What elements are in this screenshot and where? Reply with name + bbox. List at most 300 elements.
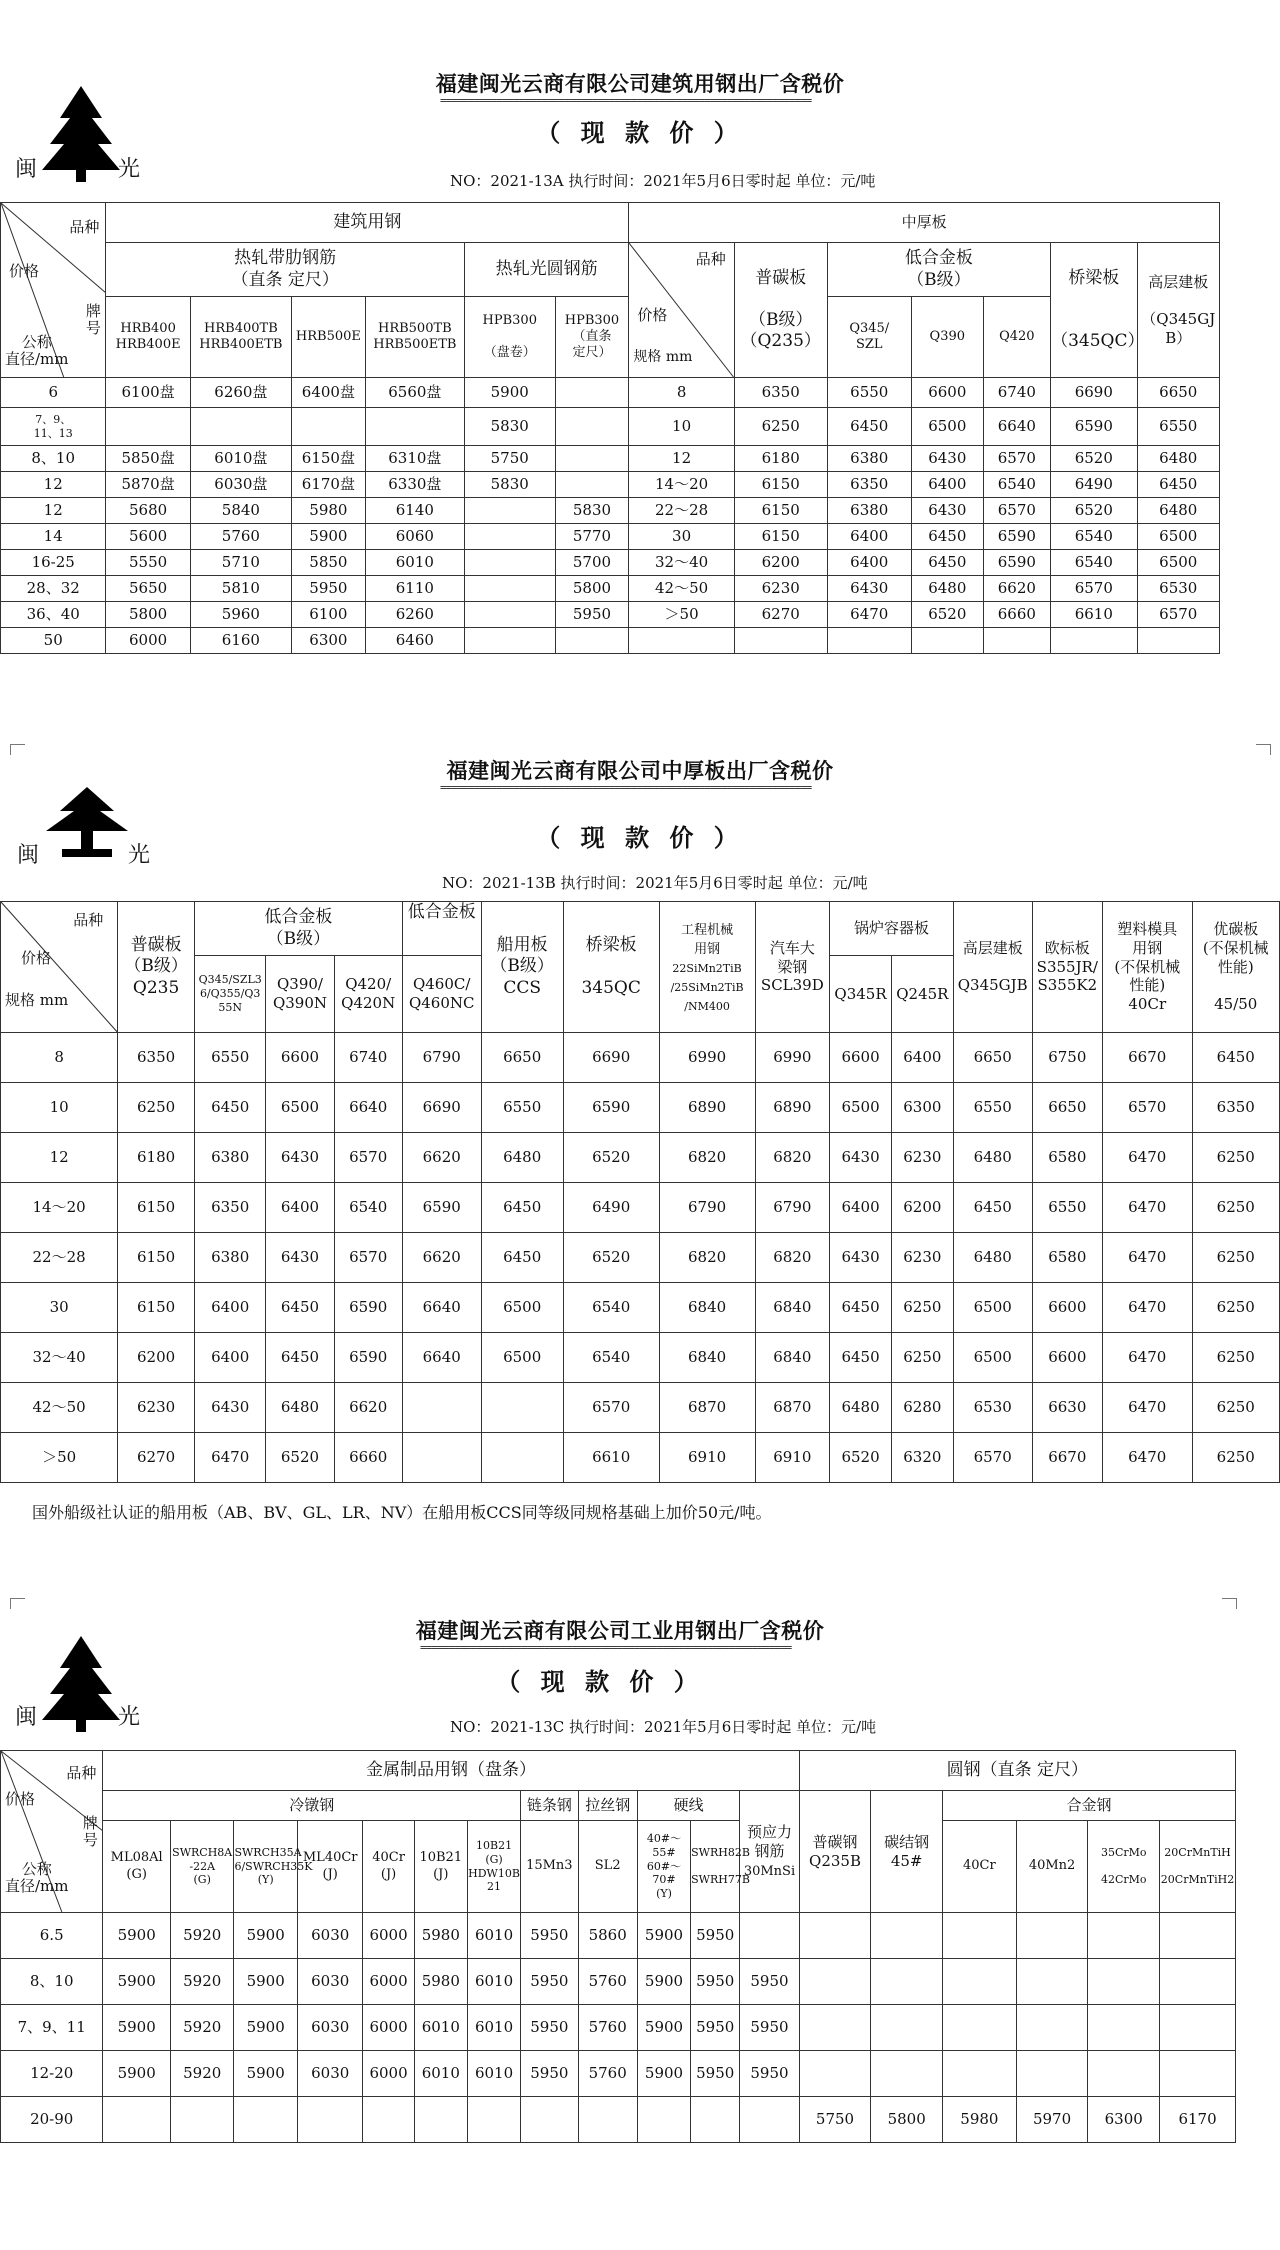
table-cell: 5810 — [190, 576, 291, 602]
table-cell: 6660 — [983, 602, 1050, 628]
table-cell: 6450 — [911, 550, 983, 576]
table-cell — [871, 1913, 943, 1959]
table-cell: 6250 — [891, 1333, 953, 1383]
table-row — [1, 1383, 1280, 1433]
logo-text-right: 光 — [118, 1705, 141, 1730]
table-cell — [637, 2097, 690, 2143]
table-cell: 6270 — [118, 1433, 195, 1483]
table-cell — [402, 1383, 481, 1433]
table-cell: 6350 — [1192, 1083, 1280, 1133]
crop-mark — [1222, 1598, 1237, 1609]
table-cell: 6470 — [194, 1433, 265, 1483]
table-cell: 6540 — [1051, 550, 1137, 576]
header-alloy-steel: 合金钢 — [943, 1791, 1236, 1821]
table-cell: 8 — [629, 378, 734, 408]
table-row — [1, 1183, 1280, 1233]
table-cell: 6100盘 — [106, 378, 190, 408]
table-cell: 6500 — [481, 1283, 563, 1333]
table-cell: 6400 — [830, 1183, 892, 1233]
table-cell: 6250 — [1192, 1233, 1280, 1283]
table-cell: 6470 — [1102, 1283, 1192, 1333]
table3-corner-header: 品种 价格 牌号 公称 直径/mm — [1, 1751, 103, 1913]
table-cell: 6740 — [334, 1033, 402, 1083]
table-cell: 6630 — [1032, 1383, 1102, 1433]
table-cell: 6500 — [1137, 550, 1219, 576]
table-cell: 6010盘 — [190, 446, 291, 472]
table-cell: 5950 — [691, 1913, 740, 1959]
table-cell: 5950 — [292, 576, 366, 602]
table-cell — [1160, 1959, 1236, 2005]
table-cell: 6400 — [194, 1333, 265, 1383]
table-row — [1, 628, 1220, 654]
table-cell: 6450 — [1137, 472, 1219, 498]
table-cell: 6480 — [481, 1133, 563, 1183]
ship-plate-note: 国外船级社认证的船用板（AB、BV、GL、LR、NV）在船用板CCS同等级同规格基础上加价50元/吨。 — [32, 1503, 772, 1522]
table-cell: 6530 — [953, 1383, 1032, 1433]
table-cell: 6260盘 — [190, 378, 291, 408]
table-cell — [691, 2097, 740, 2143]
table-cell — [555, 628, 629, 654]
table-cell: 6550 — [1137, 408, 1219, 446]
section2-no-line: NO：2021-13B 执行时间：2021年5月6日零时起 单位：元/吨 — [442, 874, 868, 892]
table-cell: 5950 — [521, 2005, 578, 2051]
table-cell: 5800 — [106, 602, 190, 628]
table-cell: 5900 — [464, 378, 555, 408]
table-cell: 36、40 — [1, 602, 106, 628]
table-cell: 6010 — [414, 2005, 467, 2051]
table-cell: 6000 — [363, 1959, 414, 2005]
section1-title: 福建闽光云商有限公司建筑用钢出厂含税价 — [435, 72, 845, 96]
table-cell: 6150 — [118, 1183, 195, 1233]
table-row — [1, 408, 1220, 446]
table-cell: 7、9、11 — [1, 2005, 103, 2051]
col-q235b: 普碳钢 Q235B — [799, 1791, 871, 1913]
table-row — [1, 1433, 1280, 1483]
table-cell: 6250 — [1192, 1383, 1280, 1433]
table-cell: 6590 — [402, 1183, 481, 1233]
table-cell: 5680 — [106, 498, 190, 524]
logo-text-left: 闽 — [15, 1705, 38, 1730]
table-cell: 6260 — [365, 602, 464, 628]
table-cell: 6490 — [563, 1183, 659, 1233]
table-cell: 6590 — [563, 1083, 659, 1133]
table-cell: 6180 — [118, 1133, 195, 1183]
table-cell: 6790 — [755, 1183, 830, 1233]
table-cell: 6590 — [983, 550, 1050, 576]
table-cell: 12 — [1, 472, 106, 498]
table-cell: 5760 — [578, 2005, 637, 2051]
table-cell: 6450 — [266, 1283, 334, 1333]
col-hrb400: HRB400 HRB400E — [106, 297, 190, 378]
table-cell: 6820 — [659, 1233, 755, 1283]
table-cell: 6300 — [891, 1083, 953, 1133]
table-cell: 6010 — [365, 550, 464, 576]
table-row — [1, 498, 1220, 524]
table-cell: 20-90 — [1, 2097, 103, 2143]
table-cell: 6010 — [467, 2051, 520, 2097]
table-cell: 6430 — [911, 498, 983, 524]
table-cell: 6650 — [481, 1033, 563, 1083]
table-cell: 6600 — [266, 1033, 334, 1083]
tree-logo-icon — [40, 82, 122, 182]
table-cell: 6790 — [402, 1033, 481, 1083]
table-cell: 6610 — [563, 1433, 659, 1483]
table-cell: 6500 — [911, 408, 983, 446]
col-40cr-j: 40Cr (J) — [363, 1821, 414, 1913]
table-cell: 5750 — [464, 446, 555, 472]
table-cell: 6570 — [983, 446, 1050, 472]
table-cell: 6670 — [1102, 1033, 1192, 1083]
table-cell: 5850盘 — [106, 446, 190, 472]
table-cell: 6840 — [755, 1333, 830, 1383]
table-cell: 12 — [1, 498, 106, 524]
table-cell: 6620 — [334, 1383, 402, 1433]
table-cell: 6520 — [563, 1133, 659, 1183]
table-row — [1, 1033, 1280, 1083]
header-wire-drawing: 拉丝钢 — [578, 1791, 637, 1821]
table-cell — [464, 602, 555, 628]
table-cell: 6230 — [734, 576, 827, 602]
table-cell: 6470 — [1102, 1133, 1192, 1183]
col-swrch8a: SWRCH8A -22A (G) — [170, 1821, 233, 1913]
table-cell: 6300 — [1088, 2097, 1160, 2143]
tree-logo-icon — [44, 785, 130, 859]
table-cell: 5860 — [578, 1913, 637, 1959]
table-cell: 6200 — [891, 1183, 953, 1233]
table-cell: 5950 — [521, 2051, 578, 2097]
table-cell: 5980 — [943, 2097, 1017, 2143]
table-cell: 6750 — [1032, 1033, 1102, 1083]
table-cell — [365, 408, 464, 446]
table-cell: 6250 — [1192, 1283, 1280, 1333]
table-cell: 6480 — [911, 576, 983, 602]
header-plain-carbon: 普碳板 （B级） Q235 — [118, 902, 195, 1033]
table-cell: 6430 — [830, 1133, 892, 1183]
table-cell: 5960 — [190, 602, 291, 628]
table-cell: 5900 — [103, 1913, 171, 1959]
table-cell: 5950 — [740, 1959, 799, 2005]
table-cell: 6430 — [911, 446, 983, 472]
table-cell: 30 — [1, 1283, 118, 1333]
col-ml08al: ML08Al (G) — [103, 1821, 171, 1913]
table-cell: 6250 — [1192, 1333, 1280, 1383]
table-cell: 50 — [1, 628, 106, 654]
table-cell: 6350 — [827, 472, 911, 498]
col-15mn3: 15Mn3 — [521, 1821, 578, 1913]
table-cell — [629, 628, 734, 654]
table-cell — [1160, 2051, 1236, 2097]
col-hpb300-straight: HPB300 （直条 定尺） — [555, 297, 629, 378]
table-cell — [555, 446, 629, 472]
table-row — [1, 1233, 1280, 1283]
table-cell: 6200 — [118, 1333, 195, 1383]
table-cell — [871, 2051, 943, 2097]
table-cell — [1016, 1913, 1088, 1959]
table-cell: 5950 — [740, 2005, 799, 2051]
table-cell: 6640 — [402, 1333, 481, 1383]
section3-title: 福建闽光云商有限公司工业用钢出厂含税价 — [415, 1619, 825, 1643]
header-plain-carbon: 普碳板 （B级） （Q235） — [734, 243, 827, 378]
table-cell: 6480 — [1137, 498, 1219, 524]
table-cell — [1051, 628, 1137, 654]
col-hrb500e: HRB500E — [292, 297, 366, 378]
table-cell: 6570 — [563, 1383, 659, 1433]
table-cell: 6670 — [1032, 1433, 1102, 1483]
header-medium-plate: 中厚板 — [629, 203, 1220, 243]
crop-mark — [10, 1598, 25, 1609]
header-low-alloy: 低合金板 （B级） — [194, 902, 402, 956]
table-cell — [799, 1959, 871, 2005]
table-cell: 16-25 — [1, 550, 106, 576]
table-cell: 5850 — [292, 550, 366, 576]
table-cell: 5760 — [578, 2051, 637, 2097]
table-cell: 6790 — [659, 1183, 755, 1233]
table-cell: 6450 — [830, 1283, 892, 1333]
table-cell: 14～20 — [629, 472, 734, 498]
table-cell: 6030 — [297, 2005, 363, 2051]
table-cell — [578, 2097, 637, 2143]
table-cell: 6500 — [953, 1333, 1032, 1383]
table-cell: 5900 — [103, 1959, 171, 2005]
header-bridge-plate: 桥梁板 345QC — [563, 902, 659, 1033]
header-eu-standard: 欧标板 S355JR/ S355K2 — [1032, 902, 1102, 1033]
table-cell: 6620 — [402, 1133, 481, 1183]
table-cell: 5900 — [234, 2005, 297, 2051]
table-cell: 6400 — [266, 1183, 334, 1233]
section3-subtitle: （ 现 款 价 ） — [496, 1667, 704, 1696]
table-cell: 6640 — [402, 1283, 481, 1333]
table-cell: 6400 — [827, 524, 911, 550]
table-cell — [943, 2051, 1017, 2097]
table-cell — [402, 1433, 481, 1483]
tree-logo-icon — [40, 1632, 122, 1732]
table2-corner-header: 品种 价格 规格 mm — [1, 902, 118, 1033]
table-cell — [1088, 1913, 1160, 1959]
header-hard-wire: 硬线 — [637, 1791, 739, 1821]
col-40-55: 40#～55# 60#～70# (Y) — [637, 1821, 690, 1913]
table-cell: 14 — [1, 524, 106, 550]
table-cell: 5870盘 — [106, 472, 190, 498]
table-cell: 6570 — [983, 498, 1050, 524]
table-cell: 6140 — [365, 498, 464, 524]
table-cell — [467, 2097, 520, 2143]
table-cell: 6150 — [734, 472, 827, 498]
header-auto-beam: 汽车大 梁钢 SCL39D — [755, 902, 830, 1033]
table-cell: 6500 — [1137, 524, 1219, 550]
table-cell: 10 — [629, 408, 734, 446]
table-cell: 6520 — [1051, 498, 1137, 524]
table-cell — [555, 472, 629, 498]
table-cell: 6470 — [1102, 1233, 1192, 1283]
table-cell — [943, 1913, 1017, 1959]
table-cell: 6150盘 — [292, 446, 366, 472]
table-cell: 6590 — [983, 524, 1050, 550]
table-cell: 6380 — [194, 1233, 265, 1283]
header-hrb: 热轧带肋钢筋 （直条 定尺） — [106, 243, 464, 297]
table-cell: 6620 — [402, 1233, 481, 1283]
table-cell — [983, 628, 1050, 654]
table-cell: 5900 — [234, 2051, 297, 2097]
table-row — [1, 1133, 1280, 1183]
table-cell: 6230 — [891, 1233, 953, 1283]
table-cell — [555, 408, 629, 446]
table-cell: 6480 — [266, 1383, 334, 1433]
table-row — [1, 550, 1220, 576]
table-cell — [464, 550, 555, 576]
table-cell — [414, 2097, 467, 2143]
header-quality-carbon: 优碳板 (不保机械 性能) 45/50 — [1192, 902, 1280, 1033]
table-cell: 6690 — [563, 1033, 659, 1083]
table-cell: 6450 — [830, 1333, 892, 1383]
section3-no-line: NO：2021-13C 执行时间：2021年5月6日零时起 单位：元/吨 — [450, 1718, 877, 1736]
logo-text-right: 光 — [118, 157, 141, 182]
table-cell: 6570 — [1102, 1083, 1192, 1133]
table-cell: 6.5 — [1, 1913, 103, 1959]
table-cell: 6250 — [118, 1083, 195, 1133]
header-low-alloy: 低合金板 （B级） — [827, 243, 1051, 297]
table-cell — [740, 1913, 799, 1959]
table-row — [1, 576, 1220, 602]
table-cell: 6250 — [1192, 1133, 1280, 1183]
table-cell: 6480 — [953, 1233, 1032, 1283]
table-cell — [464, 576, 555, 602]
table-cell: 6400盘 — [292, 378, 366, 408]
header-round-steel: 圆钢（直条 定尺） — [799, 1751, 1235, 1791]
table-cell: 6010 — [467, 2005, 520, 2051]
table-cell: 6270 — [734, 602, 827, 628]
table-cell: 5920 — [170, 2051, 233, 2097]
table-cell: 5900 — [637, 1913, 690, 1959]
table-cell: 6840 — [659, 1333, 755, 1383]
table-cell: 6610 — [1051, 602, 1137, 628]
header-highrise-plate: 高层建板 （Q345GJ B） — [1137, 243, 1219, 378]
table-cell: 5980 — [292, 498, 366, 524]
table-cell: 5760 — [578, 1959, 637, 2005]
table-cell — [911, 628, 983, 654]
table-row — [1, 1283, 1280, 1333]
table-cell: 6030 — [297, 2051, 363, 2097]
table-cell: 6690 — [402, 1083, 481, 1133]
table-cell: 5950 — [691, 2005, 740, 2051]
col-q245r: Q245R — [891, 956, 953, 1033]
col-swrh82b: SWRH82B SWRH77B — [691, 1821, 740, 1913]
table-cell: 6300 — [292, 628, 366, 654]
table-cell — [103, 2097, 171, 2143]
col-q345-szl: Q345/SZL3 6/Q355/Q3 55N — [194, 956, 265, 1033]
table-row — [1, 602, 1220, 628]
header-prestress: 预应力 钢筋 30MnSi — [740, 1791, 799, 1913]
col-hrb500tb: HRB500TB HRB500ETB — [365, 297, 464, 378]
table-cell — [481, 1383, 563, 1433]
table-cell: 6 — [1, 378, 106, 408]
table-row — [1, 1959, 1236, 2005]
table-cell — [1016, 1959, 1088, 2005]
table-cell: 6570 — [1137, 602, 1219, 628]
table-cell: 6180 — [734, 446, 827, 472]
col-q460: Q460C/ Q460NC — [402, 956, 481, 1033]
table-cell: 6580 — [1032, 1133, 1102, 1183]
section2-subtitle: （ 现 款 价 ） — [536, 823, 744, 852]
table1-plate-corner: 品种 价格 规格 mm — [629, 243, 734, 378]
industrial-steel-price-table — [0, 1750, 1236, 2143]
table-cell: 6470 — [1102, 1333, 1192, 1383]
table-cell: 6570 — [953, 1433, 1032, 1483]
table-cell: 6380 — [194, 1133, 265, 1183]
table-cell: 6550 — [953, 1083, 1032, 1133]
table-cell: 6520 — [911, 602, 983, 628]
table-cell: 6470 — [1102, 1433, 1192, 1483]
table-cell — [1016, 2005, 1088, 2051]
table-cell: 6000 — [363, 2051, 414, 2097]
table-cell: 5920 — [170, 2005, 233, 2051]
table-cell: 5980 — [414, 1913, 467, 1959]
table-cell: 5550 — [106, 550, 190, 576]
table-cell: 6590 — [334, 1333, 402, 1383]
table-cell: 6590 — [334, 1283, 402, 1333]
table-cell: 5950 — [555, 602, 629, 628]
table-cell — [943, 2005, 1017, 2051]
table-cell: 6150 — [118, 1233, 195, 1283]
table-cell — [190, 408, 291, 446]
table-row — [1, 2005, 1236, 2051]
table-cell: 6560盘 — [365, 378, 464, 408]
table-row — [1, 1913, 1236, 1959]
header-hpb: 热轧光圆钢筋 — [464, 243, 628, 297]
table-cell — [481, 1433, 563, 1483]
table-cell: 12-20 — [1, 2051, 103, 2097]
table-cell: 6480 — [953, 1133, 1032, 1183]
table-cell: 6740 — [983, 378, 1050, 408]
table-cell: 12 — [1, 1133, 118, 1183]
table-cell: 6460 — [365, 628, 464, 654]
table-cell: 6650 — [1032, 1083, 1102, 1133]
table-row — [1, 524, 1220, 550]
table-cell — [170, 2097, 233, 2143]
crop-mark — [1256, 744, 1271, 755]
medium-plate-price-table — [0, 901, 1280, 1483]
table-row — [1, 378, 1220, 408]
table-cell: 5900 — [234, 1959, 297, 2005]
table-cell: 7、9、 11、13 — [1, 408, 106, 446]
table-cell — [464, 628, 555, 654]
table-cell: 6230 — [891, 1133, 953, 1183]
table-cell: 6550 — [194, 1033, 265, 1083]
table-cell: 6280 — [891, 1383, 953, 1433]
table-cell: 6820 — [755, 1133, 830, 1183]
table-cell — [464, 524, 555, 550]
table1-corner-header: 品种 价格 牌号 公称 直径/mm — [1, 203, 106, 378]
table-cell: 6170 — [1160, 2097, 1236, 2143]
table-cell: 6200 — [734, 550, 827, 576]
table-cell: 6160 — [190, 628, 291, 654]
table-cell: 8 — [1, 1033, 118, 1083]
table-cell — [740, 2097, 799, 2143]
col-sl2: SL2 — [578, 1821, 637, 1913]
table-cell: 6470 — [1102, 1383, 1192, 1433]
table-cell: 6640 — [334, 1083, 402, 1133]
table-cell: 6400 — [891, 1033, 953, 1083]
col-hrb400tb: HRB400TB HRB400ETB — [190, 297, 291, 378]
table-cell: 6500 — [266, 1083, 334, 1133]
table-cell: 6990 — [659, 1033, 755, 1083]
table-cell: 6430 — [266, 1133, 334, 1183]
table-cell: 6110 — [365, 576, 464, 602]
table-cell: 5900 — [103, 2005, 171, 2051]
table-cell: 6250 — [734, 408, 827, 446]
table-cell — [363, 2097, 414, 2143]
col-35crmo: 35CrMo 42CrMo — [1088, 1821, 1160, 1913]
table-cell — [799, 1913, 871, 1959]
